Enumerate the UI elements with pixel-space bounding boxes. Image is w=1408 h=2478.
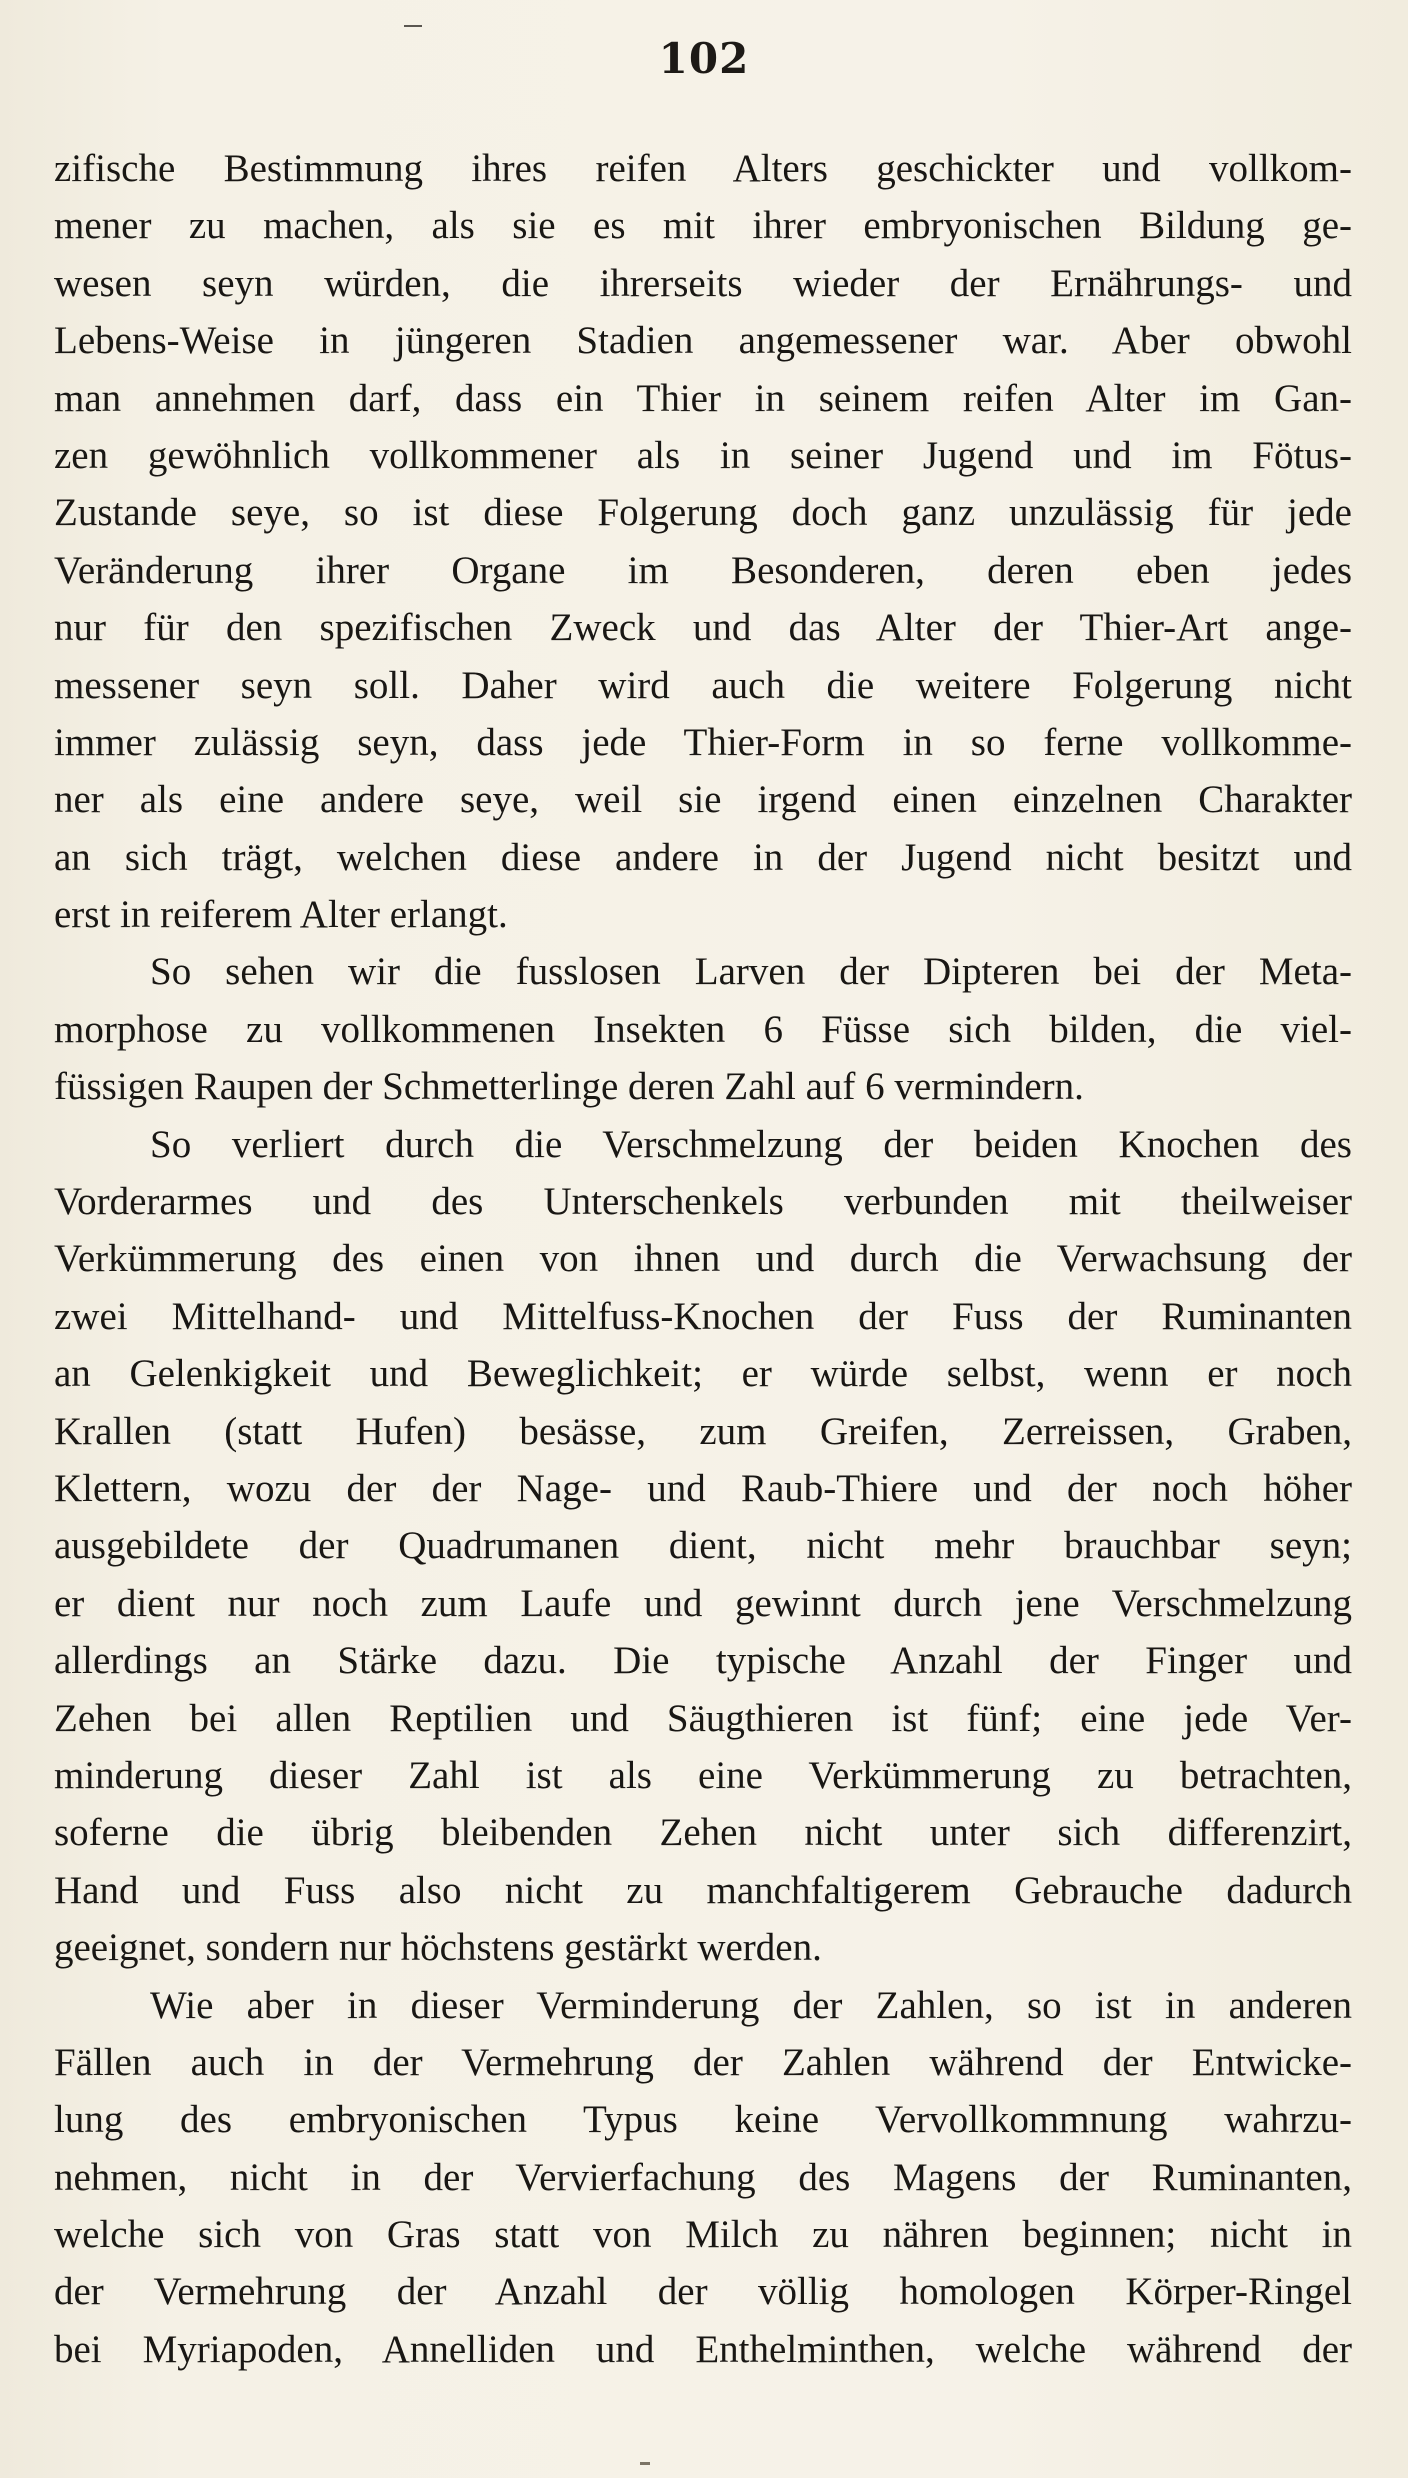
text-line: mener zu machen, als sie es mit ihrer embryonischen Bildung ge- (54, 204, 1352, 248)
text-line: morphose zu vollkommenen Insekten 6 Füsse sich bilden, die viel- (54, 1007, 1352, 1051)
text-line: zifische Bestimmung ihres reifen Alters geschickter und vollkom- (54, 147, 1352, 190)
text-line: immer zulässig seyn, dass jede Thier-Form in so ferne vollkomme- (54, 720, 1352, 764)
text-line: minderung dieser Zahl ist als eine Verkümmerung zu betrachten, (54, 1753, 1352, 1797)
text-line: ausgebildete der Quadrumanen dient, nicht mehr brauchbar seyn; (54, 1524, 1352, 1568)
printer-mark (640, 2462, 650, 2465)
text-line: Hand und Fuss also nicht zu manchfaltigerem Gebrauche dadurch (54, 1868, 1352, 1912)
text-line: welche sich von Gras statt von Milch zu nähren beginnen; nicht in (54, 2213, 1352, 2257)
text-line: bei Myriapoden, Annelliden und Enthelminthen, welche während der (54, 2327, 1352, 2371)
text-line: messener seyn soll. Daher wird auch die weitere Folgerung nicht (54, 663, 1352, 707)
text-line: geeignet, sondern nur höchstens gestärkt werden. (54, 1926, 822, 1970)
text-line: an Gelenkigkeit und Beweglichkeit; er würde selbst, wenn er noch (54, 1352, 1352, 1396)
text-line: Vorderarmes und des Unterschenkels verbunden mit theilweiser (54, 1180, 1352, 1224)
text-line: Fällen auch in der Vermehrung der Zahlen während der Entwicke- (54, 2040, 1352, 2084)
text-line: man annehmen darf, dass ein Thier in seinem reifen Alter im Gan- (54, 376, 1352, 420)
text-line: Wie aber in dieser Verminderung der Zahlen, so ist in anderen (150, 1983, 1352, 2027)
text-line: lung des embryonischen Typus keine Vervollkommnung wahrzu- (54, 2098, 1352, 2142)
text-line: So sehen wir die fusslosen Larven der Dipteren bei der Meta- (150, 950, 1352, 994)
text-line: Veränderung ihrer Organe im Besonderen, deren eben jedes (54, 548, 1352, 592)
text-line: allerdings an Stärke dazu. Die typische Anzahl der Finger und (54, 1639, 1352, 1683)
text-line: zen gewöhnlich vollkommener als in seiner Jugend und im Fötus- (54, 433, 1352, 477)
text-line: So verliert durch die Verschmelzung der beiden Knochen des (150, 1122, 1352, 1166)
text-line: an sich trägt, welchen diese andere in der Jugend nicht besitzt und (54, 835, 1352, 879)
body-text (54, 140, 1352, 2378)
text-line: Zustande seye, so ist diese Folgerung doch ganz unzulässig für jede (54, 491, 1352, 535)
text-line: Klettern, wozu der der Nage- und Raub-Thiere und der noch höher (54, 1466, 1352, 1510)
text-line: er dient nur noch zum Laufe und gewinnt durch jene Verschmelzung (54, 1581, 1352, 1625)
text-line: wesen seyn würden, die ihrerseits wieder der Ernährungs- und (54, 261, 1352, 305)
text-line: nehmen, nicht in der Vervierfachung des Magens der Ruminanten, (54, 2155, 1352, 2199)
text-line: soferne die übrig bleibenden Zehen nicht unter sich differenzirt, (54, 1811, 1352, 1855)
text-line: füssigen Raupen der Schmetterlinge deren Zahl auf 6 vermindern. (54, 1065, 1084, 1109)
text-line: Krallen (statt Hufen) besässe, zum Greifen, Zerreissen, Graben, (54, 1409, 1352, 1453)
printer-mark (404, 25, 422, 27)
text-line: nur für den spezifischen Zweck und das Alter der Thier-Art ange- (54, 606, 1352, 650)
text-line: der Vermehrung der Anzahl der völlig homologen Körper-Ringel (54, 2270, 1352, 2314)
text-line: Lebens-Weise in jüngeren Stadien angemessener war. Aber obwohl (54, 319, 1352, 363)
page-number: 102 (658, 34, 750, 83)
text-line: erst in reiferem Alter erlangt. (54, 893, 508, 937)
text-line: ner als eine andere seye, weil sie irgend einen einzelnen Charakter (54, 778, 1352, 822)
text-line: Zehen bei allen Reptilien und Säugthieren ist fünf; eine jede Ver- (54, 1696, 1352, 1740)
text-line: Verkümmerung des einen von ihnen und durch die Verwachsung der (54, 1237, 1352, 1281)
text-line: zwei Mittelhand- und Mittelfuss-Knochen der Fuss der Ruminanten (54, 1294, 1352, 1338)
